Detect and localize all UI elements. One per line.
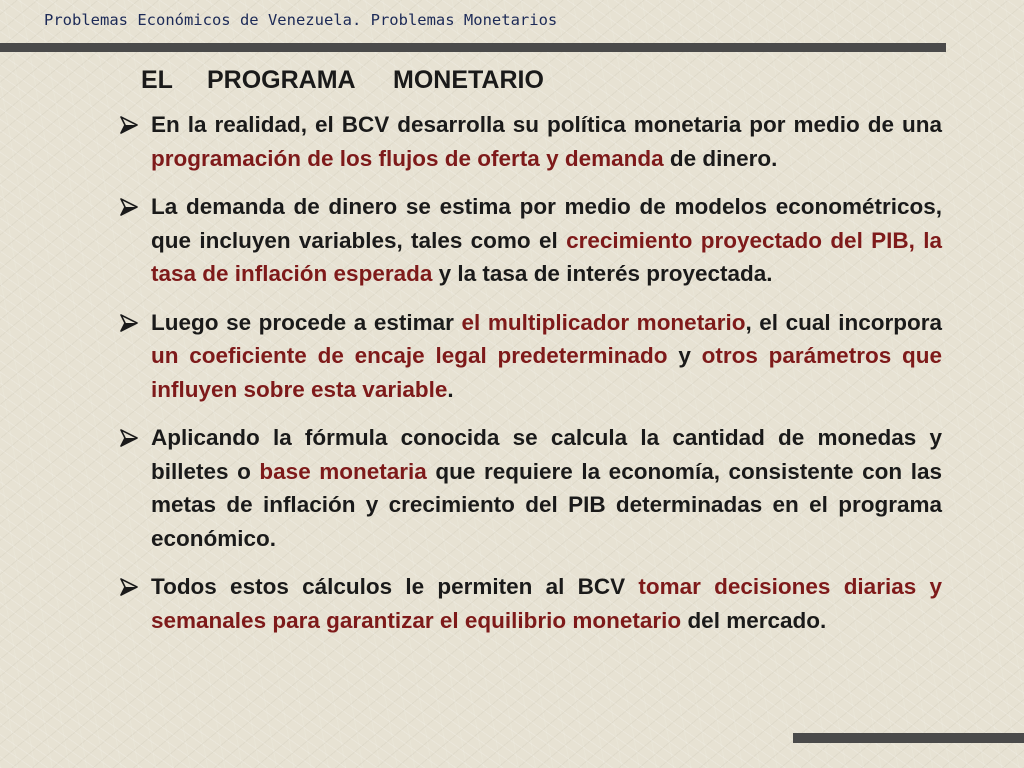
highlighted-text: crecimiento proyectado del PIB, la tasa de inflación esperada xyxy=(151,227,942,286)
bullet-text: Todos estos cálculos le permiten al BCV xyxy=(151,574,639,599)
highlighted-text: programación de los flujos de oferta y demanda xyxy=(151,145,664,171)
bullet-list xyxy=(119,108,942,652)
slide-title-word: EL xyxy=(141,66,173,94)
arrow-bullet-icon xyxy=(119,314,139,332)
arrow-bullet-icon xyxy=(119,578,139,596)
bullet-text: Aplicando la fórmula conocida se calcula la cantidad de monedas y billetes o xyxy=(151,425,942,484)
top-divider xyxy=(0,43,946,52)
slide-title-word: PROGRAMA xyxy=(207,66,356,94)
bullet-item xyxy=(119,570,942,637)
slide-title xyxy=(141,66,561,95)
arrow-bullet-icon xyxy=(119,429,139,447)
highlighted-text: un coeficiente de encaje legal predeterminado xyxy=(151,343,668,368)
bullet-item xyxy=(119,108,942,175)
bullet-text: y la tasa de interés proyectada. xyxy=(432,261,773,286)
bullet-item xyxy=(119,190,942,291)
slide-title-word: MONETARIO xyxy=(393,66,544,94)
bullet-text: . xyxy=(447,376,454,402)
arrow-bullet-icon xyxy=(119,116,139,134)
highlighted-text: otros parámetros que influyen sobre esta variable xyxy=(151,343,942,402)
bullet-text: del mercado. xyxy=(681,607,827,633)
bullet-text: y xyxy=(667,343,702,368)
header-title: Problemas Económicos de Venezuela. Problemas Monetarios xyxy=(44,11,558,29)
bullet-text: La demanda de dinero se estima por medio de modelos econométricos, que incluyen variables, tales como el xyxy=(151,194,942,253)
bullet-text: En la realidad, el BCV desarrolla su política monetaria por medio de una xyxy=(151,112,942,137)
highlighted-text: el multiplicador monetario xyxy=(461,309,746,335)
arrow-bullet-icon xyxy=(119,198,139,216)
highlighted-text: tomar decisiones diarias y semanales para garantizar el equilibrio monetario xyxy=(151,574,942,633)
bullet-text: Luego se procede a estimar xyxy=(151,309,462,335)
bottom-divider xyxy=(793,733,1024,743)
bullet-text: que requiere la economía, consistente con las metas de inflación y crecimiento del PIB determinadas en el programa económico. xyxy=(151,458,942,551)
bullet-text: de dinero. xyxy=(663,145,778,171)
bullet-item xyxy=(119,421,942,555)
bullet-item xyxy=(119,306,942,407)
highlighted-text: base monetaria xyxy=(259,458,427,484)
bullet-text: , el cual incorpora xyxy=(745,309,942,335)
